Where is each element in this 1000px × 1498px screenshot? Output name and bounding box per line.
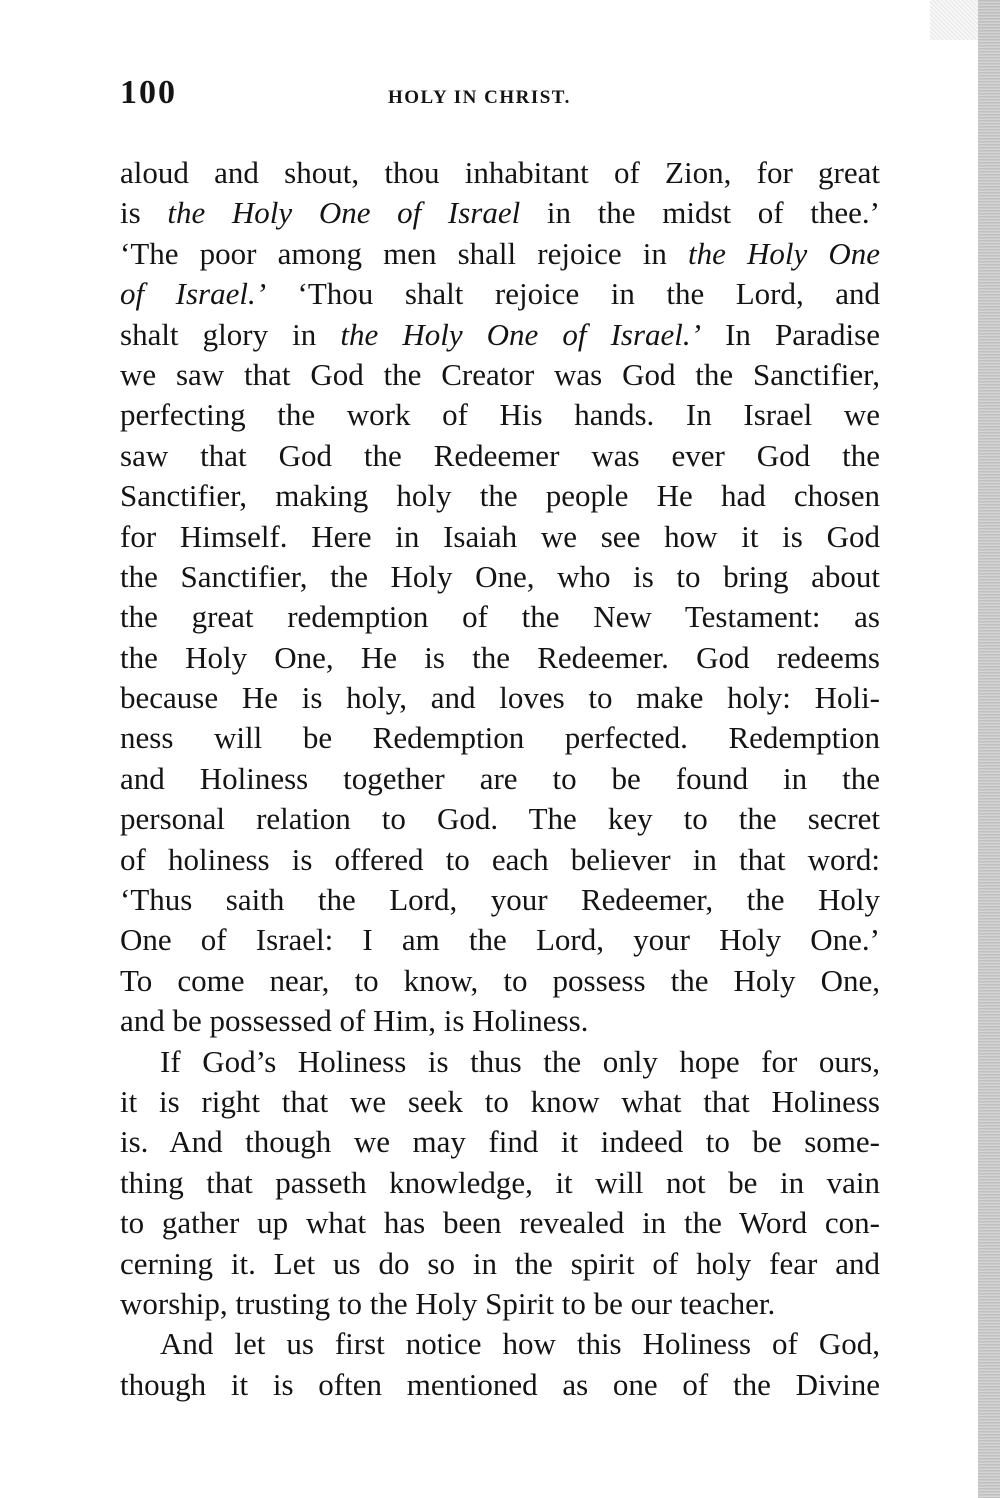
text-line: To come near, to know, to possess the Holy One, <box>120 962 880 998</box>
page-number: 100 <box>120 74 177 111</box>
text-line: though it is often mentioned as one of the Divine <box>120 1366 880 1402</box>
text-line: and Holiness together are to be found in the <box>120 760 880 796</box>
text-line: worship, trusting to the Holy Spirit to be our teacher. <box>120 1285 776 1321</box>
page-edge-shadow <box>978 0 1000 1498</box>
text-line: ness will be Redemption perfected. Redemption <box>120 720 880 756</box>
page-header <box>120 74 880 114</box>
italic-phrase: the Holy One of Israel.’ <box>340 316 701 352</box>
text-line: ‘Thus saith the Lord, your Redeemer, the Holy <box>120 882 880 918</box>
body-text <box>120 153 880 1405</box>
text-line: aloud and shout, thou inhabitant of Zion, for great <box>120 155 880 190</box>
text-line: because He is holy, and loves to make holy: Holi- <box>120 680 880 716</box>
text-line: Sanctifier, making holy the people He had chosen <box>120 478 880 514</box>
text-line: of holiness is offered to each believer in that word: <box>120 841 880 877</box>
text-line: If God’s Holiness is thus the only hope for ours, <box>160 1043 880 1079</box>
text-line: perfecting the work of His hands. In Israel we <box>120 397 880 433</box>
italic-phrase: the Holy One of Israel <box>167 195 521 231</box>
running-title: HOLY IN CHRIST. <box>388 87 571 108</box>
text-line: thing that passeth knowledge, it will not be in vain <box>120 1164 880 1200</box>
text-line: ‘The poor among men shall rejoice in the Holy One <box>120 235 881 271</box>
text-line: the great redemption of the New Testament: as <box>120 599 880 635</box>
text-line: And let us first notice how this Holiness of God, <box>160 1326 880 1362</box>
text-line: is the Holy One of Israel in the midst of thee.’ <box>120 195 881 231</box>
text-line: is. And though we may find it indeed to be some- <box>120 1124 880 1160</box>
text-line: personal relation to God. The key to the secret <box>120 801 880 837</box>
text-line: it is right that we seek to know what that Holiness <box>120 1083 880 1119</box>
italic-phrase: of Israel.’ <box>120 276 267 312</box>
text-line: we saw that God the Creator was God the Sanctifier, <box>120 356 880 392</box>
text-line: to gather up what has been revealed in the Word con- <box>120 1205 880 1241</box>
text-line: and be possessed of Him, is Holiness. <box>120 1003 589 1039</box>
text-line: One of Israel: I am the Lord, your Holy One.’ <box>120 922 880 958</box>
text-line: for Himself. Here in Isaiah we see how it is God <box>120 518 880 554</box>
text-line: the Holy One, He is the Redeemer. God redeems <box>120 639 880 675</box>
italic-phrase: the Holy One <box>687 235 881 271</box>
text-line: cerning it. Let us do so in the spirit of holy fear and <box>120 1245 880 1281</box>
text-line: shalt glory in the Holy One of Israel.’ In Paradise <box>120 316 880 352</box>
text-line: the Sanctifier, the Holy One, who is to bring about <box>120 558 880 594</box>
text-line: saw that God the Redeemer was ever God the <box>120 437 880 473</box>
text-line: of Israel.’ ‘Thou shalt rejoice in the Lord, and <box>120 276 881 312</box>
